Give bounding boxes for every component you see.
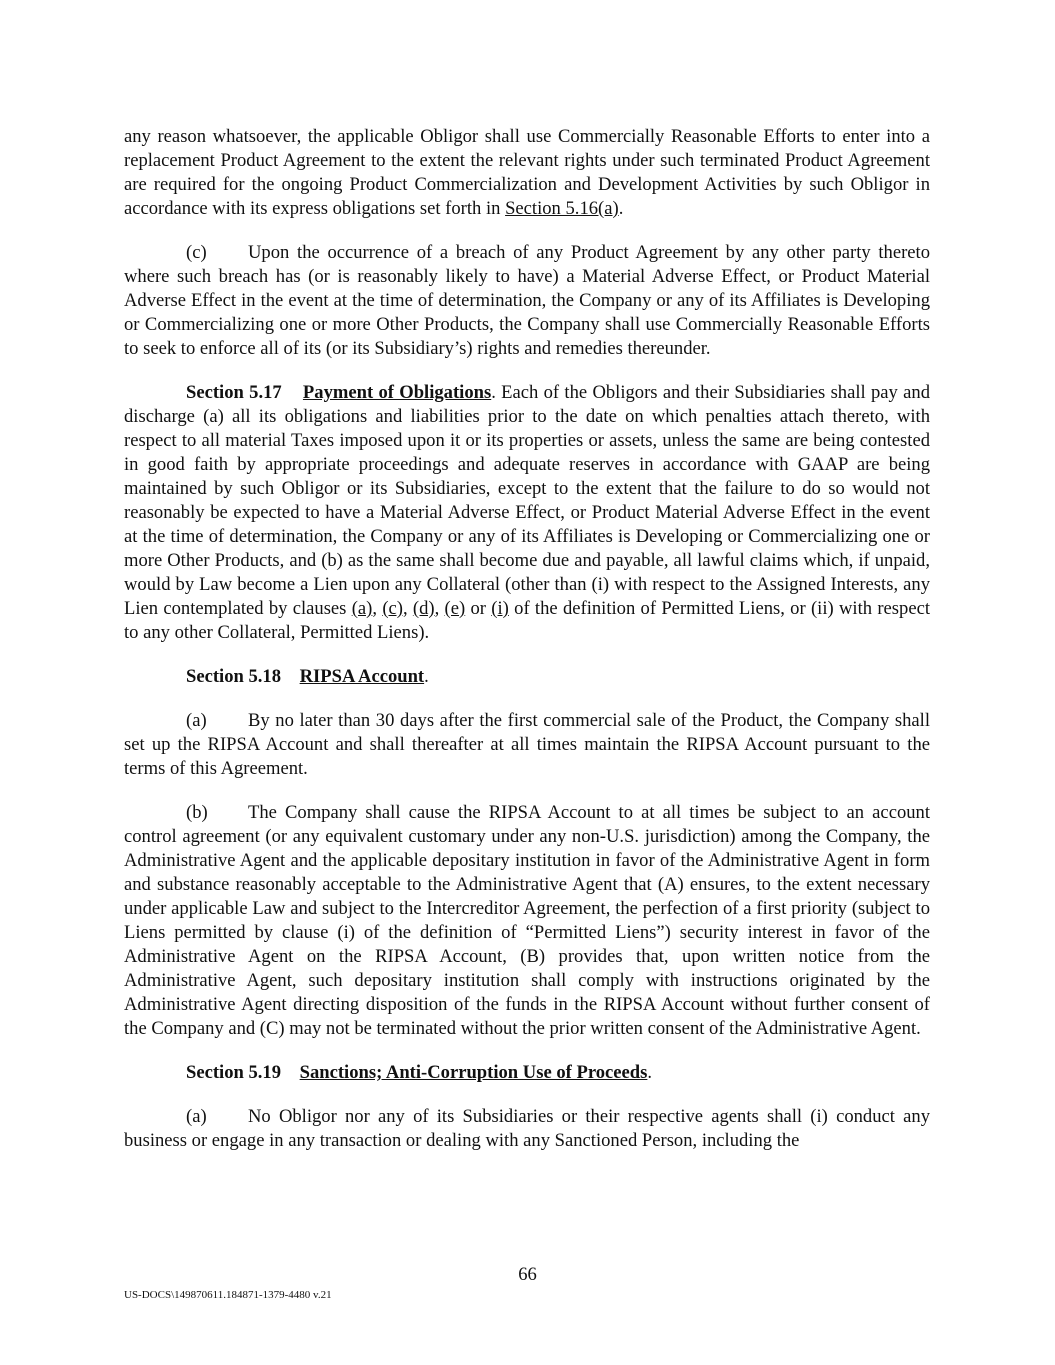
paragraph-c: (c) Upon the occurrence of a breach of any Product Agreement by any other party thereto where such breach has (or is reasonably likely to have) a Material Adverse Effect, or Product Material Adverse Effect in the event at the time of determination, the Company or any of its Affiliates is Developing or Commercializing one or more Other Products, the Company shall use Commercially Reasonable Efforts to seek to enforce all of its (or its Subsidiary’s) rights and remedies thereunder. [124, 242, 930, 359]
section-5-18-a: (a) By no later than 30 days after the first commercial sale of the Product, the Company shall set up the RIPSA Account and shall thereafter at all times maintain the RIPSA Account pursuant to the terms of this Agreement. [124, 710, 930, 779]
section-5-19-a: (a) No Obligor nor any of its Subsidiaries or their respective agents shall (i) conduct any business or engage in any transaction or dealing with any Sanctioned Person, including the [124, 1106, 930, 1151]
paragraph-continuation: any reason whatsoever, the applicable Obligor shall use Commercially Reasonable Efforts to enter into a replacement Product Agreement to the extent the relevant rights under such terminated Product Agreement are required for the ongoing Product Commercialization and Development Activities by such Obligor in accordance with its express obligations set forth in Section 5.16(a). [124, 126, 930, 219]
section-5-17: Section 5.17 Payment of Obligations. Each of the Obligors and their Subsidiaries shall pay and discharge (a) all its obligations and liabilities prior to the date on which penalties attach thereto, with respect to all material Taxes imposed upon it or its properties or assets, unless the same are being contested in good faith by appropriate proceedings and adequate reserves in accordance with GAAP are being maintained by such Obligor or its Subsidiaries, except to the extent that the failure to do so would not reasonably be expected to have a Material Adverse Effect, or Product Material Adverse Effect in the event at the time of determination, the Company or any of its Affiliates is Developing or Commercializing one or more Other Products, and (b) as the same shall become due and payable, all lawful claims which, if unpaid, would by Law become a Lien upon any Collateral (other than (i) with respect to the Assigned Interests, any Lien contemplated by clauses (a), (c), (d), (e) or (i) of the definition of Permitted Liens, or (ii) with respect to any other Collateral, Permitted Liens). [124, 382, 930, 643]
clause-marker: (c) [186, 242, 207, 263]
section-5-19-heading: Section 5.19 Sanctions; Anti-Corruption Use of Proceeds. [186, 1062, 653, 1083]
clause-marker: (b) [186, 802, 208, 823]
section-number: Section 5.17 [186, 382, 282, 403]
clause-ref-d: (d) [412, 598, 435, 619]
section-number: Section 5.19 [186, 1062, 282, 1083]
section-5-18-b: (b) The Company shall cause the RIPSA Account to at all times be subject to an account control agreement (or any equivalent customary under any non-U.S. jurisdiction) among the Company, the Administrative Agent and the applicable depositary institution in favor of the Administrative Agent in form and substance reasonably acceptable to the Administrative Agent that (A) ensures, to the extent necessary under applicable Law and subject to the Intercreditor Agreement, the perfection of a first priority (subject to Liens permitted by clause (i) of the definition of “Permitted Liens”) security interest in favor of the Administrative Agent on the RIPSA Account, (B) provides that, upon written notice from the Administrative Agent, such depositary institution shall comply with instructions originated by the Administrative Agent directing disposition of the funds in the RIPSA Account without further consent of the Company and (C) may not be terminated without the prior written consent of the Administrative Agent. [124, 802, 930, 1039]
section-title: RIPSA Account [299, 666, 425, 687]
section-number: Section 5.18 [186, 666, 282, 687]
section-title: Sanctions; Anti-Corruption Use of Proceeds [299, 1062, 648, 1083]
clause-ref-a: (a) [351, 598, 373, 619]
section-title: Payment of Obligations [302, 382, 492, 403]
clause-ref-e: (e) [444, 598, 466, 619]
clause-marker: (a) [186, 710, 207, 731]
document-id: US-DOCS\149870611.184871-1379-4480 v.21 [124, 1289, 332, 1301]
document-body [124, 125, 930, 1153]
clause-marker: (a) [186, 1106, 207, 1127]
section-reference-link: Section 5.16(a) [505, 198, 619, 219]
page-number: 66 [518, 1264, 537, 1285]
clause-ref-c: (c) [382, 598, 403, 619]
section-5-18-heading: Section 5.18 RIPSA Account. [186, 666, 429, 687]
clause-ref-i: (i) [491, 598, 509, 619]
